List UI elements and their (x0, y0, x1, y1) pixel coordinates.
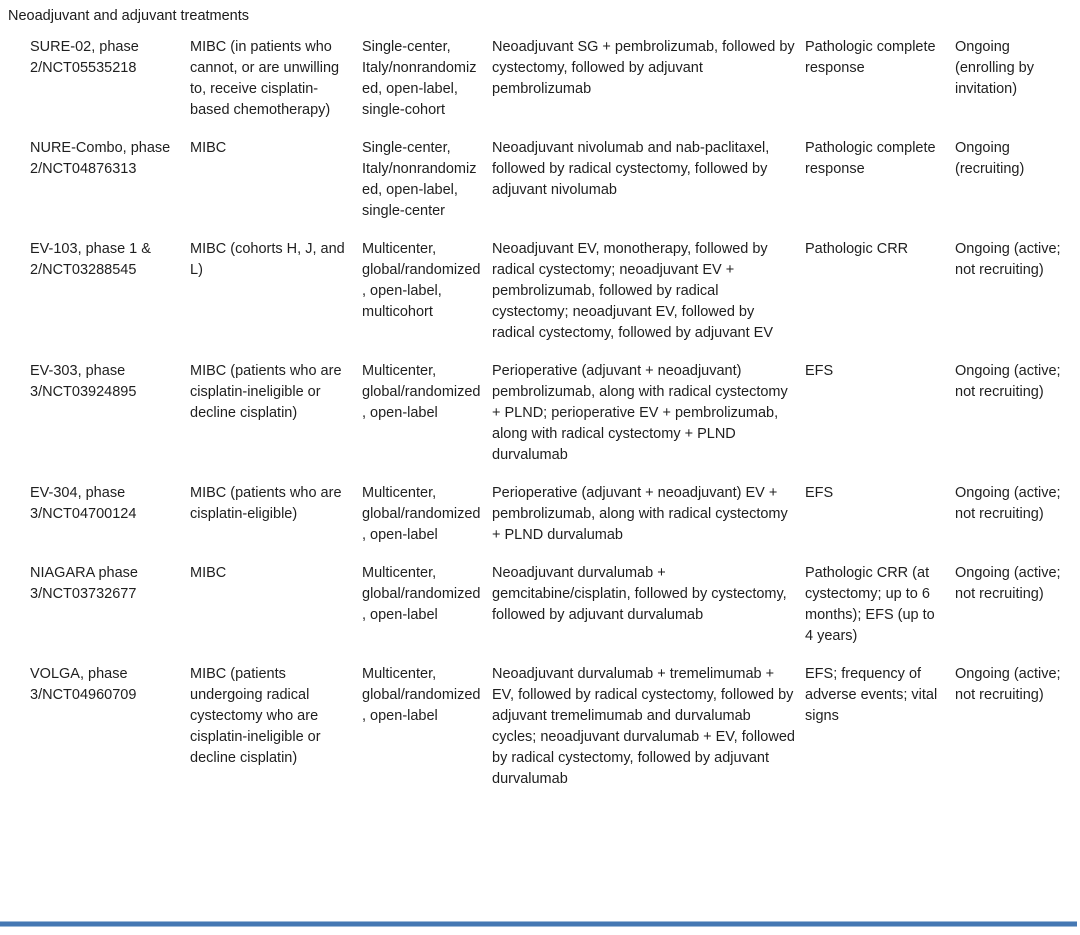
treatment-cell: Neoadjuvant SG + pembrolizumab, followed by cystectomy, followed by adjuvant pembrolizumab (492, 39, 795, 97)
population-cell: MIBC (190, 565, 227, 581)
endpoint-cell: Pathologic CRR (at cystectomy; up to 6 months); EFS (up to 4 years) (805, 565, 935, 644)
design-cell: Multicenter, global/randomized, open-label (362, 363, 481, 421)
population-cell: MIBC (in patients who cannot, or are unwilling to, receive cisplatin-based chemotherapy) (190, 39, 340, 118)
design-cell: Multicenter, global/randomized, open-label, multicohort (362, 241, 481, 320)
table-row (30, 361, 1073, 466)
trial-id-cell: NURE-Combo, phase 2/NCT04876313 (30, 140, 171, 177)
endpoint-cell: EFS (805, 485, 834, 501)
status-cell: Ongoing (active; not recruiting) (955, 241, 1061, 278)
trial-id-cell: NIAGARA phase 3/NCT03732677 (30, 565, 138, 602)
population-cell: MIBC (patients who are cisplatin-ineligible or decline cisplatin) (190, 363, 342, 421)
trial-id-cell: EV-303, phase 3/NCT03924895 (30, 363, 137, 400)
table-bottom-rule (0, 921, 1077, 927)
status-cell: Ongoing (active; not recruiting) (955, 666, 1061, 703)
table-row (30, 239, 1073, 344)
status-cell: Ongoing (active; not recruiting) (955, 485, 1061, 522)
treatment-cell: Perioperative (adjuvant + neoadjuvant) pembrolizumab, along with radical cystectomy + PLND; perioperative EV + pembrolizumab, along with radical cystectomy + PLND durvalumab (492, 363, 788, 463)
status-cell: Ongoing (active; not recruiting) (955, 565, 1061, 602)
design-cell: Multicenter, global/randomized, open-label (362, 485, 481, 543)
design-cell: Multicenter, global/randomized, open-label (362, 666, 481, 724)
design-cell: Single-center, Italy/nonrandomized, open-label, single-center (362, 140, 477, 219)
population-cell: MIBC (cohorts H, J, and L) (190, 241, 345, 278)
section-title: Neoadjuvant and adjuvant treatments (8, 8, 250, 24)
table-row (30, 483, 1073, 546)
trial-id-cell: EV-304, phase 3/NCT04700124 (30, 485, 137, 522)
trial-id-cell: SURE-02, phase 2/NCT05535218 (30, 39, 139, 76)
table-row (30, 138, 1073, 222)
design-cell: Single-center, Italy/nonrandomized, open-label, single-cohort (362, 39, 477, 118)
treatment-cell: Neoadjuvant EV, monotherapy, followed by radical cystectomy; neoadjuvant EV + pembrolizumab, followed by radical cystectomy; neoadjuvant EV, followed by radical cystectomy, followed by adjuvant EV (492, 241, 774, 341)
trial-id-cell: VOLGA, phase 3/NCT04960709 (30, 666, 137, 703)
treatment-cell: Neoadjuvant durvalumab + gemcitabine/cisplatin, followed by cystectomy, followed by adjuvant durvalumab (492, 565, 787, 623)
endpoint-cell: EFS; frequency of adverse events; vital signs (805, 666, 938, 724)
endpoint-cell: EFS (805, 363, 834, 379)
population-cell: MIBC (190, 140, 227, 156)
population-cell: MIBC (patients who are cisplatin-eligible) (190, 485, 342, 522)
table-row (30, 664, 1073, 790)
table-row (30, 37, 1073, 121)
status-cell: Ongoing (enrolling by invitation) (955, 39, 1034, 97)
status-cell: Ongoing (active; not recruiting) (955, 363, 1061, 400)
treatment-cell: Neoadjuvant durvalumab + tremelimumab + EV, followed by radical cystectomy, followed by adjuvant tremelimumab and durvalumab cycles; neoadjuvant durvalumab + EV, followed by radical cystectomy, followed by adjuvant durvalumab (492, 666, 795, 787)
population-cell: MIBC (patients undergoing radical cystectomy who are cisplatin-ineligible or decline cisplatin) (190, 666, 321, 766)
design-cell: Multicenter, global/randomized, open-label (362, 565, 481, 623)
endpoint-cell: Pathologic complete response (805, 140, 936, 177)
endpoint-cell: Pathologic complete response (805, 39, 936, 76)
trials-table (30, 37, 1073, 807)
status-cell: Ongoing (recruiting) (955, 140, 1025, 177)
endpoint-cell: Pathologic CRR (805, 241, 909, 257)
trial-id-cell: EV-103, phase 1 & 2/NCT03288545 (30, 241, 151, 278)
table-row (30, 563, 1073, 647)
treatment-cell: Perioperative (adjuvant + neoadjuvant) EV + pembrolizumab, along with radical cystectomy + PLND durvalumab (492, 485, 788, 543)
treatment-cell: Neoadjuvant nivolumab and nab-paclitaxel, followed by radical cystectomy, followed by adjuvant nivolumab (492, 140, 770, 198)
